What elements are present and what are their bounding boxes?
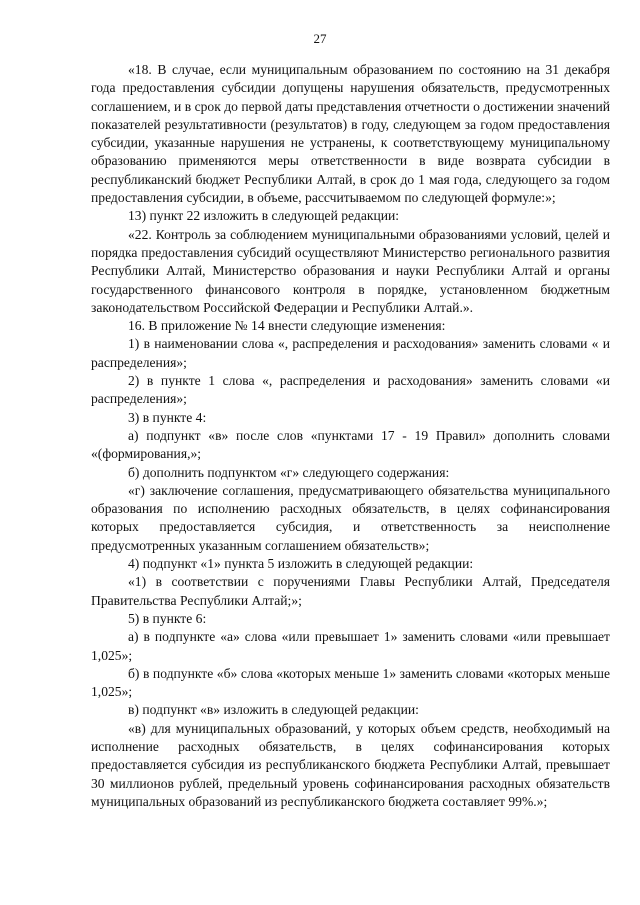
paragraph: 1) в наименовании слова «, распределения и расходования» заменить словами « и распределения»; — [91, 336, 610, 370]
paragraph: «1) в соответствии с поручениями Главы Республики Алтай, Председателя Правительства Республики Алтай;»; — [91, 574, 610, 608]
paragraph: 13) пункт 22 изложить в следующей редакции: — [128, 208, 400, 224]
page-number: 27 — [313, 31, 327, 46]
paragraph: 4) подпункт «1» пункта 5 изложить в следующей редакции: — [128, 556, 474, 572]
paragraph: а) в подпункте «а» слова «или превышает 1» заменить словами «или превышает 1,025»; — [91, 629, 610, 663]
paragraph: в) подпункт «в» изложить в следующей редакции: — [128, 702, 419, 718]
paragraph: 3) в пункте 4: — [128, 409, 207, 425]
paragraph: б) дополнить подпунктом «г» следующего содержания: — [128, 464, 450, 480]
document-body — [91, 61, 610, 811]
paragraph: «22. Контроль за соблюдением муниципальными образованиями условий, целей и порядка предоставления субсидий осуществляют Министерство регионального развития Республики Алтай, Министерство образования и науки Республики Алтай и органы государственного финансового контроля в порядке, установленном бюджетным законодательством Российской Федерации и Республики Алтай.». — [91, 226, 610, 315]
paragraph: «18. В случае, если муниципальным образованием по состоянию на 31 декабря года предоставления субсидии допущены нарушения обязательств, предусмотренных соглашением, и в срок до первой даты представления отчетности о достижении значений показателей результативности (результатов) в году, следующем за годом предоставления субсидии, указанные нарушения не устранены, к соответствующему муниципальному образованию применяются меры ответственности в виде возврата субсидии в республиканский бюджет Республики Алтай, в срок до 1 мая года, следующего за годом предоставления субсидии, в объеме, рассчитываемом по следующей формуле:»; — [91, 62, 610, 206]
paragraph: «в) для муниципальных образований, у которых объем средств, необходимый на исполнение расходных обязательств, в целях софинансирования которых предоставляется субсидия из республиканского бюджета Республики Алтай, превышает 30 миллионов рублей, предельный уровень софинансирования расходных обязательств муниципальных образований из республиканского бюджета составляет 99%.»; — [91, 720, 610, 809]
paragraph: 5) в пункте 6: — [128, 610, 207, 626]
paragraph: 2) в пункте 1 слова «, распределения и расходования» заменить словами «и распределения»; — [91, 373, 610, 407]
paragraph: б) в подпункте «б» слова «которых меньше 1» заменить словами «которых меньше 1,025»; — [91, 665, 610, 700]
paragraph: 16. В приложение № 14 внести следующие изменения: — [128, 318, 446, 334]
paragraph: а) подпункт «в» после слов «пунктами 17 - 19 Правил» дополнить словами «(формирования,»; — [91, 427, 610, 462]
paragraph: «г) заключение соглашения, предусматривающего обязательства муниципального образования по исполнению расходных обязательств, в целях софинансирования которых предоставляется субсидия, и ответственность за неисполнение предусмотренных указанным соглашением обязательств»; — [91, 482, 610, 553]
